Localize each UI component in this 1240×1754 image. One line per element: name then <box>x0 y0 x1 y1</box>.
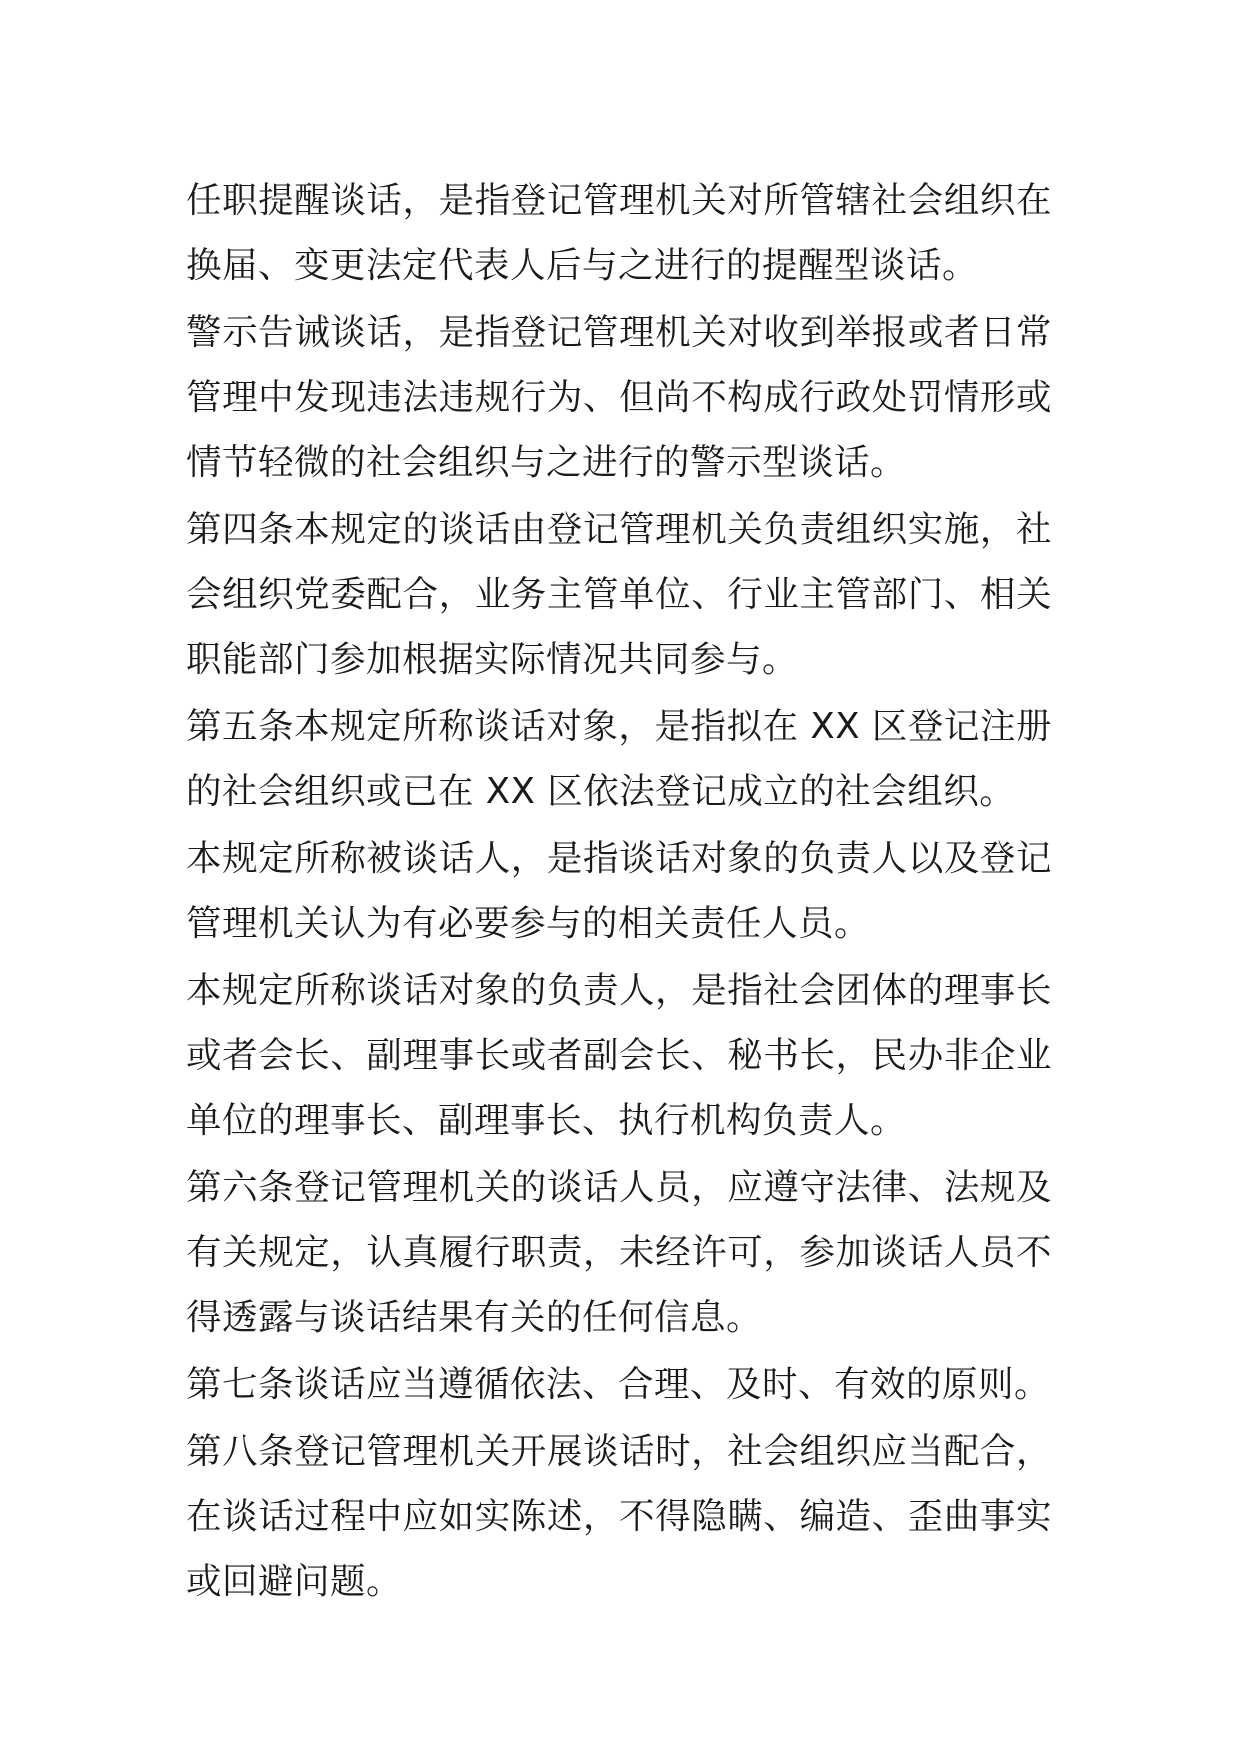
paragraph-warning-talk: 警示告诫谈话，是指登记管理机关对收到举报或者日常管理中发现违法违规行为、但尚不构成行政处罚情形或情节轻微的社会组织与之进行的警示型谈话。 <box>186 312 1052 483</box>
paragraph-reminder-talk: 任职提醒谈话，是指登记管理机关对所管辖社会组织在换届、变更法定代表人后与之进行的提醒型谈话。 <box>186 180 1052 286</box>
paragraph-article-6: 第六条登记管理机关的谈话人员，应遵守法律、法规及有关规定，认真履行职责，未经许可，参加谈话人员不得透露与谈话结果有关的任何信息。 <box>186 1167 1052 1338</box>
paragraph-article-4: 第四条本规定的谈话由登记管理机关负责组织实施，社会组织党委配合，业务主管单位、行业主管部门、相关职能部门参加根据实际情况共同参与。 <box>186 509 1052 680</box>
paragraph-article-5: 第五条本规定所称谈话对象，是指拟在 XX 区登记注册的社会组织或已在 XX 区依法登记成立的社会组织。 <box>186 706 1052 812</box>
paragraph-interviewee-definition: 本规定所称被谈话人，是指谈话对象的负责人以及登记管理机关认为有必要参与的相关责任人员。 <box>186 838 1052 944</box>
paragraph-responsible-person-definition: 本规定所称谈话对象的负责人，是指社会团体的理事长或者会长、副理事长或者副会长、秘书长，民办非企业单位的理事长、副理事长、执行机构负责人。 <box>186 970 1052 1141</box>
document-body <box>186 168 1052 1616</box>
paragraph-article-8: 第八条登记管理机关开展谈话时，社会组织应当配合，在谈话过程中应如实陈述，不得隐瞒、编造、歪曲事实或回避问题。 <box>186 1431 1052 1602</box>
paragraph-article-7: 第七条谈话应当遵循依法、合理、及时、有效的原则。 <box>186 1364 1051 1405</box>
